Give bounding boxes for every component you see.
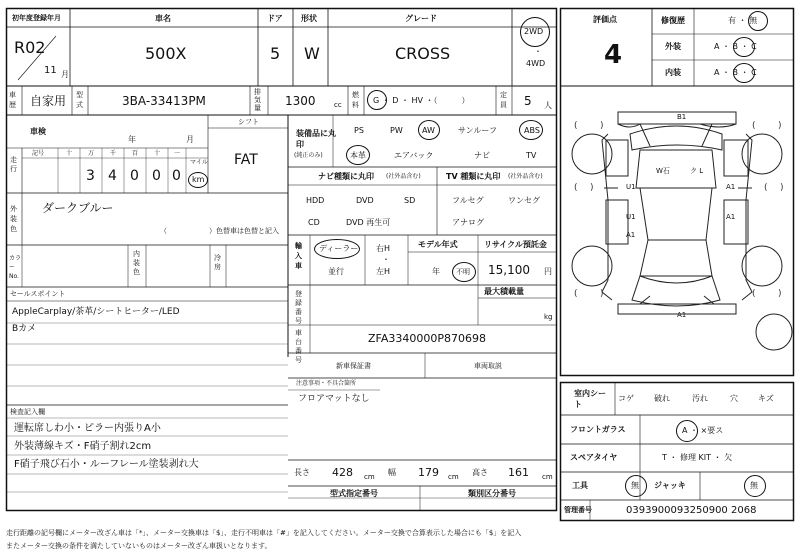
dealer: ディーラー [319, 244, 359, 253]
tools-value: 無 [631, 481, 639, 490]
tv-note: (社外品含む) [508, 173, 543, 180]
footer-line-1: 走行距離の記号欄にメーター改ざん車は「*」、メーター交換車は「$」、走行不明車は「#」を記入してください。メーター交換で合算表示した場合にも「$」を記入 [6, 529, 522, 537]
mgmt-number: 0393900093250900 2068 [626, 505, 757, 516]
mgmt-label: 管理番号 [564, 506, 592, 514]
digit-label: 記号 [32, 150, 45, 157]
width-unit: cm [448, 473, 459, 481]
svg-text:): ) [778, 121, 782, 131]
width-label: 幅 [388, 468, 396, 477]
damage-mark: U1 [626, 183, 636, 191]
sales-point-line: AppleCarplay/茶革/シートヒーター/LED [12, 307, 180, 317]
shape: W [304, 44, 320, 63]
capacity-unit: 人 [544, 101, 552, 110]
exterior-options: A ・ B ・ C [714, 42, 757, 51]
mileage-digit: 0 [130, 168, 139, 184]
seat-item: コゲ [618, 394, 634, 403]
interior-score-label: 内装 [665, 68, 681, 77]
grade: CROSS [395, 44, 451, 63]
glass-options: A ・ ×要ス [682, 426, 724, 435]
grade-label: グレード [405, 14, 437, 23]
equipment-item: ナビ [474, 151, 490, 160]
model-year-unit: 年 [432, 267, 440, 276]
digit-unit-2: 万 [88, 150, 95, 157]
interior-options: A ・ B ・ C [714, 68, 757, 77]
displacement: 1300 [285, 94, 316, 108]
footer-line-2: またメーター交換の条件を満たしていないものはメーター改ざん車扱いとなります。 [6, 542, 272, 550]
sales-point-label: セールスポイント [10, 290, 66, 298]
repair-label: 修復歴 [661, 16, 685, 25]
damage-mark: A1 [626, 231, 636, 239]
seat-item: 穴 [730, 394, 738, 403]
digit-unit-4: 百 [132, 150, 139, 157]
damage-mark: A1 [726, 183, 736, 191]
drive-4wd: 4WD [526, 59, 546, 68]
inspector-label: 検査記入欄 [10, 408, 45, 416]
spare-options: T ・ 修理 KIT ・ 欠 [662, 453, 733, 462]
max-load-unit: kg [544, 313, 553, 321]
tv-label: TV 種類に丸印 [446, 172, 501, 181]
navi-note: (社外品含む) [386, 173, 421, 180]
spare-label: スペアタイヤ [570, 453, 618, 462]
first-reg-month: 11 [44, 65, 57, 76]
navi-label: ナビ種類に丸印 [318, 172, 374, 181]
displacement-label: 排気量 [254, 88, 261, 112]
damage-mark: A1 [726, 213, 736, 221]
first-reg-label: 初年度登録年月 [12, 14, 61, 22]
parallel: 並行 [328, 267, 344, 276]
model-year-label: モデル年式 [418, 240, 458, 249]
shift: FAT [234, 152, 258, 168]
svg-text:): ) [600, 289, 604, 299]
shaken-month-unit: 月 [186, 135, 194, 144]
tv-item: ワンセグ [508, 196, 540, 205]
inspector-line: F硝子飛び石小・ルーフレール塗装剥れ大 [14, 459, 199, 470]
interior-color-label: 内装色 [133, 250, 140, 276]
damage-mark: A1 [677, 311, 687, 319]
capacity: 5 [524, 94, 532, 108]
fridge-label: 冷房 [214, 254, 221, 271]
equipment-item: PW [390, 126, 403, 135]
equipment-label: 装備品に丸印 [296, 129, 336, 149]
navi-item: DVD 再生可 [346, 218, 391, 227]
max-load-label: 最大積載量 [484, 287, 524, 296]
notes: フロアマットなし [298, 394, 370, 404]
left-hand: 左H [376, 267, 391, 276]
equipment-item: PS [354, 126, 364, 135]
height-label: 高さ [472, 468, 488, 477]
digit-unit-6: 一 [174, 150, 181, 157]
damage-mark: U1 [626, 213, 636, 221]
shaken-label: 車検 [30, 127, 46, 136]
doors: 5 [270, 44, 281, 63]
repair-none-circle [748, 11, 768, 31]
score-label: 評価点 [593, 15, 617, 24]
mileage-digit: 0 [152, 168, 161, 184]
type-cert-label: 型式指定番号 [330, 489, 378, 498]
recycle-yen: 円 [544, 267, 552, 276]
recycle-value: 15,100 [488, 263, 530, 277]
right-hand: 右H [376, 244, 391, 253]
damage-mark: W石 [656, 167, 670, 175]
displacement-unit: cc [334, 101, 342, 109]
equipment-sub-label: (純正のみ) [294, 152, 323, 159]
usage: 自家用 [30, 94, 67, 108]
reg-label: 登録番号 [295, 290, 302, 325]
seat-item: 破れ [654, 394, 670, 403]
first-reg-month-unit: 月 [61, 70, 69, 79]
exterior-b-circle [733, 37, 755, 57]
length-label: 長さ [294, 468, 310, 477]
equipment-item: エアバック [394, 151, 434, 160]
mileage-digit: 0 [172, 168, 181, 184]
equipment-item: サンルーフ [458, 126, 497, 135]
type: 3BA-33413PM [122, 94, 206, 108]
class-label: 類別区分番号 [468, 489, 516, 498]
notes-label: 注意事項・不具合箇所 [296, 380, 357, 387]
door-label: ドア [267, 14, 283, 23]
repair-options: 有 ・ 無 [728, 16, 758, 25]
model-year-unknown: 不明 [456, 268, 470, 276]
exterior-label: 外装 [665, 42, 681, 51]
hand-dot: ・ [382, 255, 390, 264]
capacity-label: 定員 [500, 91, 507, 109]
equipment-item: ABS [524, 126, 540, 135]
fuel-options: G ・ D ・ HV ・（ ） [373, 96, 470, 105]
inspector-line: 外装薄線キズ・F硝子割れ2cm [14, 441, 152, 452]
usage-label: 車歴 [9, 91, 16, 109]
mileage-digit: 4 [108, 168, 117, 184]
shaken-year-unit: 年 [128, 135, 136, 144]
damage-mark: B1 [677, 113, 687, 121]
length: 428 [332, 466, 353, 479]
km-label: km [192, 175, 205, 184]
mileage-label: 走行 [10, 156, 17, 173]
svg-text:(: ( [764, 183, 768, 193]
svg-text:(: ( [752, 289, 756, 299]
jack-label: ジャッキ [654, 481, 686, 490]
height: 161 [508, 466, 529, 479]
seat-label: 室内シート [574, 389, 606, 409]
vin-label: 車台番号 [295, 329, 302, 364]
tv-item: アナログ [452, 218, 484, 227]
drive-dot: ・ [534, 47, 542, 56]
first-reg-era: R02 [14, 38, 46, 57]
vin: ZFA3340000P870698 [368, 332, 486, 345]
navi-item: DVD [356, 196, 374, 205]
interior-b-circle [733, 63, 755, 83]
fuel-label: 燃料 [352, 91, 359, 109]
navi-item: SD [404, 196, 416, 205]
model-name: 500X [145, 44, 187, 63]
shift-label: シフト [238, 118, 259, 126]
digit-unit-3: 千 [110, 150, 117, 157]
glass-label: フロントガラス [570, 425, 626, 434]
height-unit: cm [542, 473, 553, 481]
equipment-item: TV [526, 151, 537, 160]
width: 179 [418, 466, 439, 479]
navi-item: HDD [306, 196, 325, 205]
seat-item: キズ [758, 394, 774, 403]
length-unit: cm [364, 473, 375, 481]
inspector-line: 運転席しわ小・ピラー内張りA小 [14, 423, 161, 434]
drive-2wd: 2WD [524, 27, 544, 36]
svg-text:(: ( [574, 121, 578, 131]
score-value: 4 [604, 40, 623, 70]
digit-unit-1: 十 [66, 150, 73, 157]
mileage-digit: 3 [86, 168, 95, 184]
manual-label: 車両取説 [474, 362, 502, 370]
svg-text:(: ( [752, 121, 756, 131]
tv-item: フルセグ [452, 196, 484, 205]
color-note: （ ）色替車は色替と記入 [160, 227, 279, 235]
model-name-label: 車名 [155, 14, 171, 23]
equipment-item: 本革 [350, 151, 366, 160]
recycle-label: リサイクル預託金 [484, 240, 547, 249]
warranty-label: 新車保証書 [336, 362, 371, 370]
svg-text:): ) [780, 183, 784, 193]
svg-text:(: ( [574, 183, 578, 193]
digit-unit-5: 十 [154, 150, 161, 157]
jack-value: 無 [750, 481, 758, 490]
navi-item: CD [308, 218, 320, 227]
seat-item: 汚れ [692, 394, 708, 403]
shape-label: 形状 [301, 14, 317, 23]
type-label: 型式 [76, 91, 83, 109]
svg-text:): ) [778, 289, 782, 299]
color-value: ダークブルー [42, 201, 114, 215]
damage-mark: ク L [690, 167, 704, 175]
sales-point-line: Bカメ [12, 324, 37, 334]
svg-text:): ) [590, 183, 594, 193]
mile-label: マイル [190, 159, 208, 166]
color-label: 外装色 [10, 205, 17, 233]
import-label: 輸入車 [295, 242, 302, 270]
equipment-item: AW [422, 126, 435, 135]
svg-text:): ) [600, 121, 604, 131]
svg-text:(: ( [574, 289, 578, 299]
key-no-label: カラーNo. [9, 255, 22, 280]
tools-label: 工具 [572, 481, 588, 490]
